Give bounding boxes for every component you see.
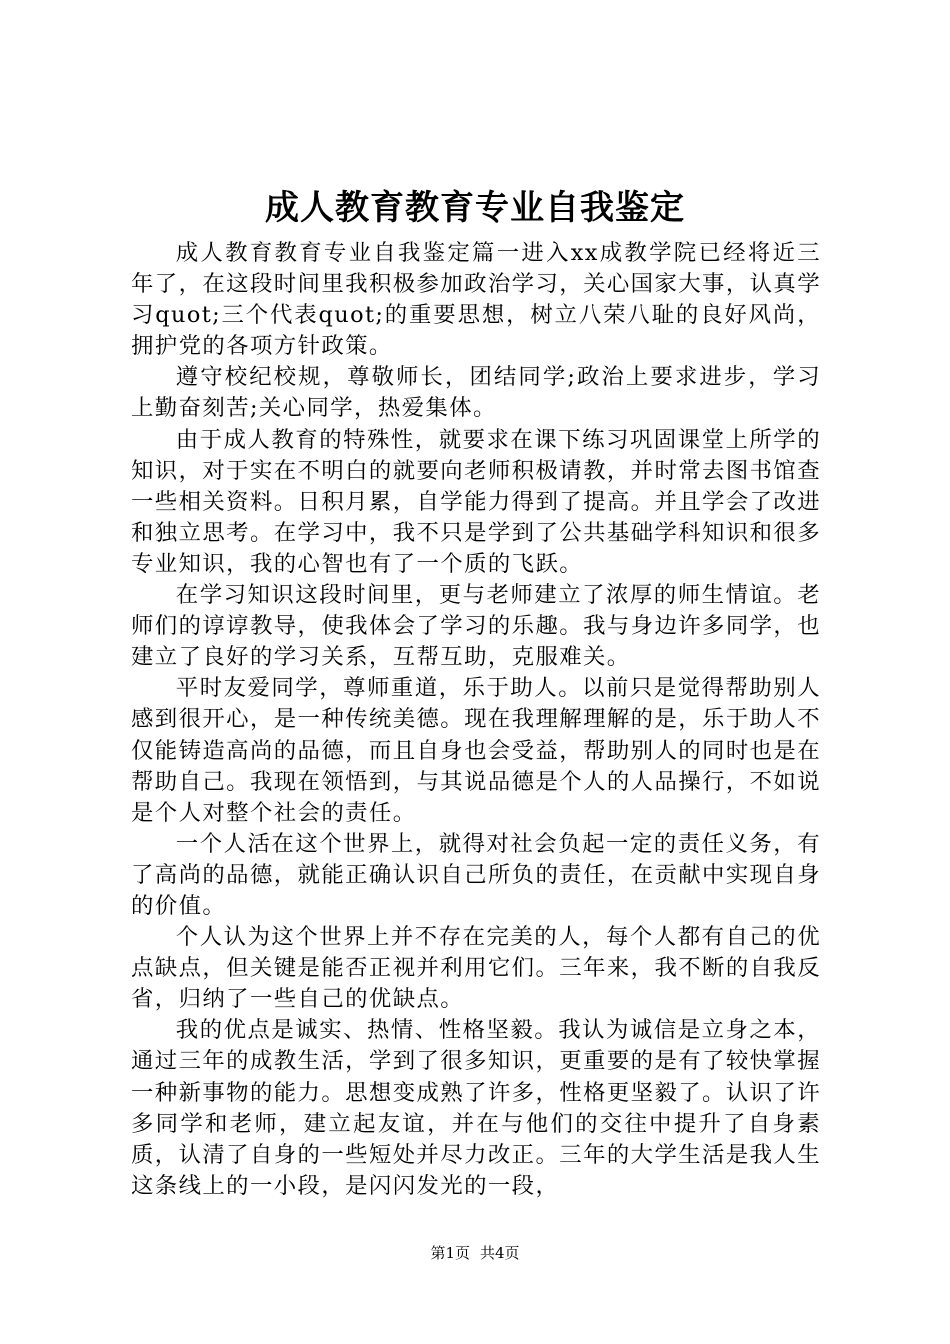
- paragraph: 成人教育教育专业自我鉴定篇一进入xx成教学院已经将近三年了，在这段时间里我积极参加政治学习，关心国家大事，认真学习quot;三个代表quot;的重要思想，树立八荣八耻的良好风尚，拥护党的各项方针政策。: [131, 240, 821, 360]
- page-number: 第1页: [430, 1244, 470, 1262]
- paragraph: 遵守校纪校规，尊敬师长，团结同学;政治上要求进步，学习上勤奋刻苦;关心同学，热爱集体。: [131, 364, 821, 422]
- page-total: 共4页: [480, 1244, 520, 1262]
- document-body: [131, 238, 821, 1202]
- paragraph: 一个人活在这个世界上，就得对社会负起一定的责任义务，有了高尚的品德，就能正确认识自己所负的责任，在贡献中实现自身的价值。: [131, 830, 821, 919]
- document-title: 成人教育教育专业自我鉴定: [265, 188, 685, 228]
- paragraph: 个人认为这个世界上并不存在完美的人，每个人都有自己的优点缺点，但关键是能否正视并利用它们。三年来，我不断的自我反省，归纳了一些自己的优缺点。: [131, 924, 821, 1013]
- paragraph: 由于成人教育的特殊性，就要求在课下练习巩固课堂上所学的知识，对于实在不明白的就要向老师积极请教，并时常去图书馆查一些相关资料。日积月累，自学能力得到了提高。并且学会了改进和独立思考。在学习中，我不只是学到了公共基础学科知识和很多专业知识，我的心智也有了一个质的飞跃。: [131, 426, 821, 577]
- paragraph: 平时友爱同学，尊师重道，乐于助人。以前只是觉得帮助别人感到很开心，是一种传统美德。现在我理解理解的是，乐于助人不仅能铸造高尚的品德，而且自身也会受益，帮助别人的同时也是在帮助自己。我现在领悟到，与其说品德是个人的人品操行，不如说是个人对整个社会的责任。: [131, 675, 821, 826]
- paragraph: 在学习知识这段时间里，更与老师建立了浓厚的师生情谊。老师们的谆谆教导，使我体会了学习的乐趣。我与身边许多同学，也建立了良好的学习关系，互帮互助，克服难关。: [131, 582, 821, 671]
- page-footer: [0, 1243, 950, 1263]
- paragraph: 我的优点是诚实、热情、性格坚毅。我认为诚信是立身之本，通过三年的成教生活，学到了很多知识，更重要的是有了较快掌握一种新事物的能力。思想变成熟了许多，性格更坚毅了。认识了许多同学和老师，建立起友谊，并在与他们的交往中提升了自身素质，认清了自身的一些短处并尽力改正。三年的大学生活是我人生这条线上的一小段，是闪闪发光的一段，: [131, 1017, 821, 1199]
